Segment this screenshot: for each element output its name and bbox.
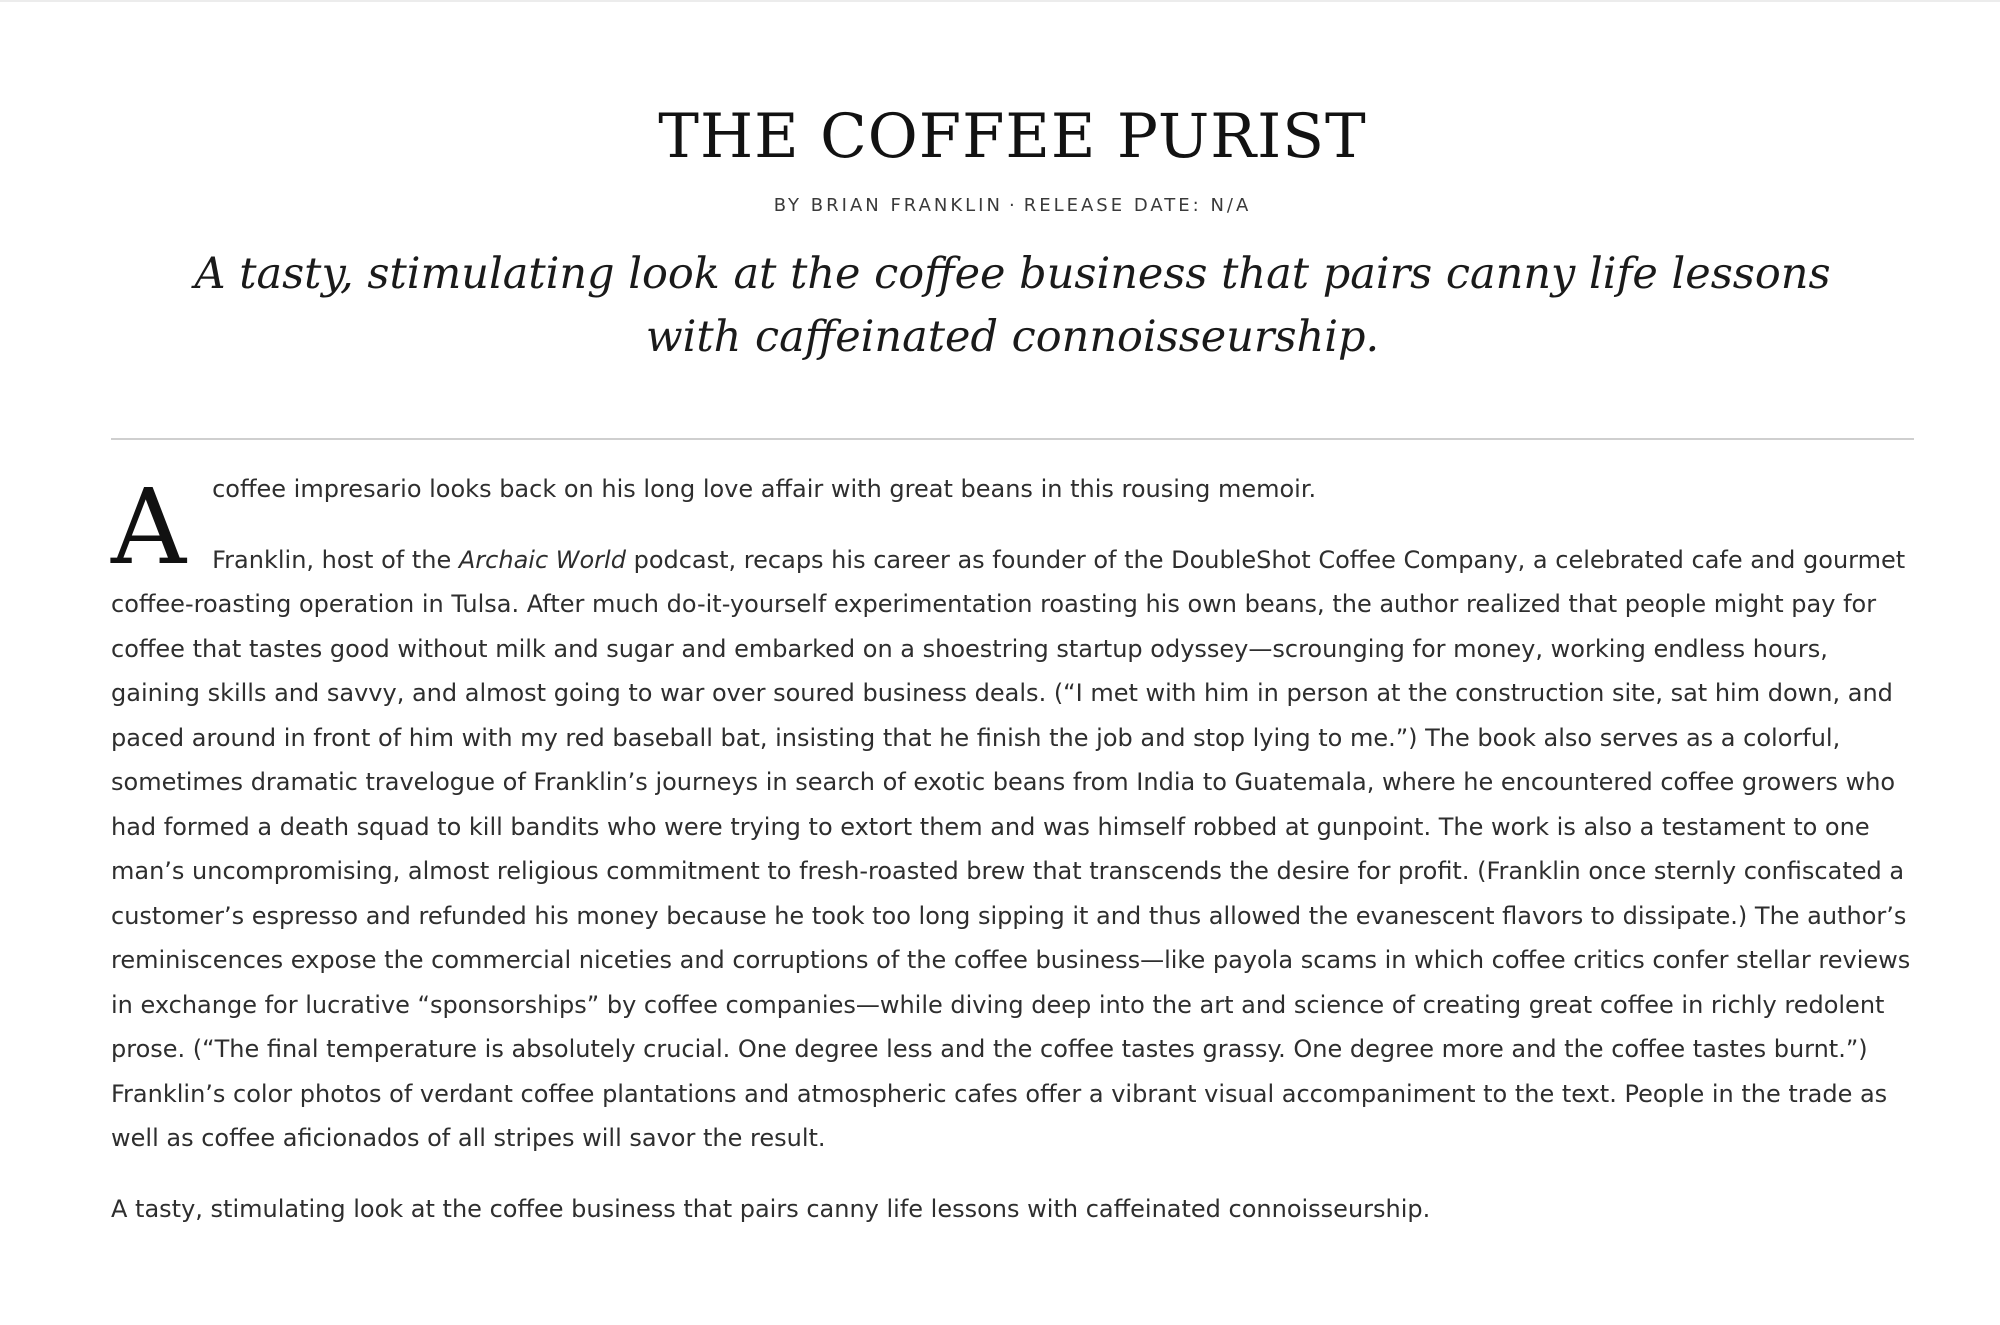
section-divider	[111, 438, 1914, 440]
podcast-title: Archaic World	[458, 545, 626, 574]
byline	[111, 195, 1914, 217]
review-paragraph-closing: A tasty, stimulating look at the coffee business that pairs canny life lessons with caffeinated connoisseurship.	[111, 1194, 1431, 1223]
author-link[interactable]: BRIAN FRANKLIN	[810, 195, 1003, 216]
review-page	[111, 0, 1914, 1257]
review-paragraph-main	[111, 538, 1914, 1161]
release-date-value: N/A	[1210, 195, 1252, 216]
paragraph-main-rest: podcast, recaps his career as founder of the DoubleShot Coffee Company, a celebrated cafe and gourmet coffee-roasting operation in Tulsa. After much do-it-yourself experimentation roasting his own beans, the author realized that people might pay for coffee that tastes good without milk and sugar and embarked on a shoestring startup odyssey—scrounging for money, working endless hours, gaining skills and savvy, and almost going to war over soured business deals. (“I met with him in person at the construction site, sat him down, and paced around in front of him with my red baseball bat, insisting that he finish the job and stop lying to me.”) The book also serves as a colorful, sometimes dramatic travelogue of Franklin’s journeys in search of exotic beans from India to Guatemala, where he encountered coffee growers who had formed a death squad to kill bandits who were trying to extort them and was himself robbed at gunpoint. The work is also a testament to one man’s uncompromising, almost religious commitment to fresh-roasted brew that transcends the desire for profit. (Franklin once sternly confiscated a customer’s espresso and refunded his money because he took too long sipping it and thus allowed the evanescent flavors to dissipate.) The author’s reminiscences expose the commercial niceties and corruptions of the coffee business—like payola scams in which coffee critics confer stellar reviews in exchange for lucrative “sponsorships” by coffee companies—while diving deep into the art and science of creating great coffee in richly redolent prose. (“The final temperature is absolutely crucial. One degree less and the coffee tastes grassy. One degree more and the coffee tastes burnt.”) Franklin’s color photos of verdant coffee plantations and atmospheric cafes offer a vibrant visual accompaniment to the text. People in the trade as well as coffee aficionados of all stripes will savor the result.	[111, 545, 1911, 1152]
paragraph-main-start: Franklin, host of the	[212, 545, 459, 574]
book-title: THE COFFEE PURIST	[658, 101, 1367, 172]
release-date-label: RELEASE DATE:	[1023, 195, 1202, 216]
review-paragraph-intro: coffee impresario looks back on his long love affair with great beans in this rousing memoir.	[212, 475, 1317, 503]
byline-prefix: BY	[773, 195, 803, 216]
byline-separator: ·	[1008, 195, 1018, 216]
review-body	[111, 467, 1914, 1231]
review-summary: A tasty, stimulating look at the coffee business that pairs canny life lessons with caffeinated connoisseurship.	[194, 249, 1831, 362]
drop-cap: A	[111, 466, 187, 588]
review-header	[111, 0, 1914, 369]
